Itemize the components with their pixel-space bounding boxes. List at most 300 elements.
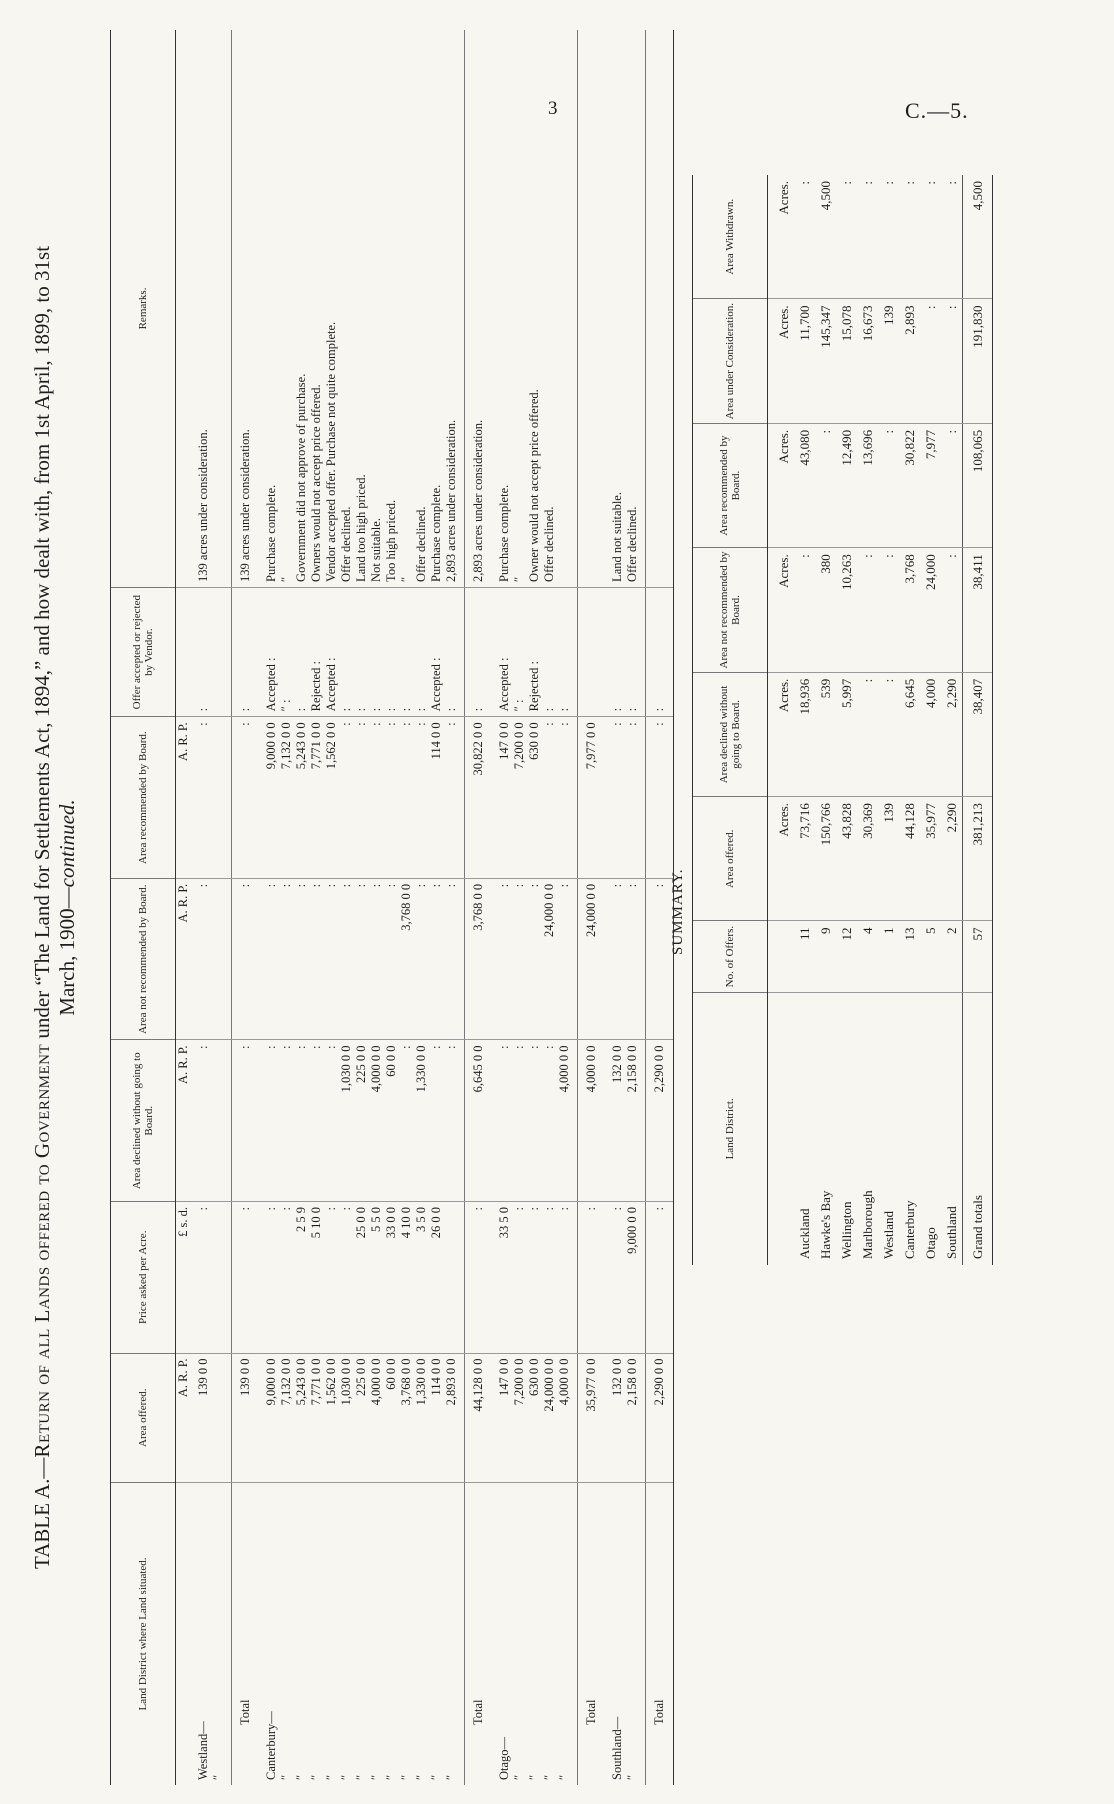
unit-arp: A. R. P. bbox=[176, 1040, 192, 1202]
total-accepted: : bbox=[232, 587, 260, 716]
area-not-recommended-line: : bbox=[414, 883, 428, 888]
area-offered bbox=[259, 1353, 465, 1482]
area-declined-line: : bbox=[429, 1045, 443, 1049]
area-declined-line: : bbox=[264, 1045, 278, 1049]
area-declined-line: 225 0 0 bbox=[354, 1045, 368, 1083]
area-recommended-line: 7,771 0 0 bbox=[309, 722, 323, 770]
summary-value: 11 bbox=[794, 921, 815, 992]
price-per-acre-line: 5 10 0 bbox=[309, 1207, 323, 1239]
total-not-recommended: 3,768 0 0 bbox=[465, 878, 493, 1040]
summary-value: 12,490 bbox=[836, 423, 857, 547]
area-recommended-line: : bbox=[610, 722, 624, 726]
ditto-mark: ″ bbox=[414, 1774, 428, 1780]
summary-value: 12 bbox=[836, 921, 857, 992]
header-not-recommended: Area not recommended by Board. bbox=[111, 878, 176, 1040]
area-recommended-line: 147 0 0 bbox=[497, 722, 511, 760]
ditto-mark: ″ bbox=[444, 1774, 458, 1780]
unit-arp: A. R. P. bbox=[176, 1353, 192, 1482]
summary-value: : bbox=[794, 175, 815, 299]
summary-district: Westland bbox=[881, 1210, 896, 1259]
area-declined-line: 1,330 0 0 bbox=[414, 1045, 428, 1093]
district-rows bbox=[191, 30, 232, 1785]
area-offered-line: 225 0 0 bbox=[354, 1358, 368, 1397]
offer-accepted bbox=[492, 587, 578, 716]
price-per-acre-line: : bbox=[610, 1207, 624, 1211]
summary-value: 35,977 bbox=[920, 797, 941, 921]
total-accepted bbox=[578, 587, 606, 716]
area-declined-line: 4,000 0 0 bbox=[369, 1045, 383, 1093]
summary-unit: Acres. bbox=[768, 672, 795, 796]
price-per-acre-line: 33 5 0 bbox=[497, 1207, 511, 1239]
area-recommended-line: : bbox=[557, 722, 571, 726]
remarks-line: Vendor accepted offer. Purchase not quite complete. bbox=[324, 321, 338, 582]
summary-district: Marlborough bbox=[860, 1190, 875, 1259]
remarks-line: Purchase complete. bbox=[429, 484, 443, 582]
summary-row bbox=[899, 175, 920, 1265]
remarks-line: Government did not approve of purchase. bbox=[294, 373, 308, 582]
area-recommended-line: : bbox=[339, 722, 353, 726]
area-offered-line: 7,771 0 0 bbox=[309, 1358, 323, 1406]
summary-district: Auckland bbox=[797, 1208, 812, 1259]
ditto-mark: ″ bbox=[369, 1774, 383, 1780]
area-not-recommended-line: : bbox=[429, 883, 443, 888]
summary-value: 6,645 bbox=[899, 672, 920, 796]
total-remarks bbox=[578, 30, 606, 587]
summary-value: : bbox=[857, 548, 878, 672]
summary-district: Otago bbox=[923, 1227, 938, 1259]
area-declined-line: 4,000 0 0 bbox=[557, 1045, 571, 1093]
ditto-mark: ″ bbox=[384, 1774, 398, 1780]
total-not-recommended: : bbox=[646, 878, 674, 1040]
offer-accepted-line: Rejected : bbox=[527, 661, 541, 712]
area-not-recommended-line: : bbox=[369, 883, 383, 888]
total-area-offered: 2,290 0 0 bbox=[646, 1353, 674, 1482]
grand-total-value: 191,830 bbox=[963, 299, 993, 423]
offer-accepted-line: ″ : bbox=[279, 699, 293, 712]
area-offered-line: 139 0 0 bbox=[196, 1358, 210, 1397]
grand-total-value: 381,213 bbox=[963, 797, 993, 921]
price-per-acre-line: 2 5 9 bbox=[294, 1207, 308, 1233]
area-recommended-line: 630 0 0 bbox=[527, 722, 541, 760]
area-offered-line: 3,768 0 0 bbox=[399, 1358, 413, 1406]
price-per-acre bbox=[492, 1202, 578, 1354]
total-not-recommended: 24,000 0 0 bbox=[578, 878, 606, 1040]
offer-accepted-line: : bbox=[196, 707, 210, 712]
offer-accepted bbox=[605, 587, 646, 716]
summary-value: : bbox=[857, 672, 878, 796]
remarks-line: Offer declined. bbox=[339, 506, 353, 582]
summary-row bbox=[836, 175, 857, 1265]
summary-value: 24,000 bbox=[920, 548, 941, 672]
area-offered-line: 132 0 0 bbox=[610, 1358, 624, 1397]
summary-value: 5 bbox=[920, 921, 941, 992]
total-price: : bbox=[465, 1202, 493, 1354]
area-recommended bbox=[259, 717, 465, 879]
ditto-mark: ″ bbox=[211, 1774, 225, 1780]
summary-unit bbox=[768, 921, 795, 992]
area-recommended bbox=[605, 717, 646, 879]
grand-total-value: 57 bbox=[963, 921, 993, 992]
area-not-recommended-line: : bbox=[625, 883, 639, 888]
total-declined: : bbox=[232, 1040, 260, 1202]
summary-district: Hawke's Bay bbox=[818, 1190, 833, 1259]
area-offered bbox=[492, 1353, 578, 1482]
price-per-acre-line: 26 0 0 bbox=[429, 1207, 443, 1239]
area-declined-line: : bbox=[542, 1045, 556, 1049]
unit-lsd: £ s. d. bbox=[176, 1202, 192, 1354]
remarks-line: 2,893 acres under consideration. bbox=[444, 419, 458, 582]
price-per-acre bbox=[259, 1202, 465, 1354]
table-title bbox=[30, 30, 80, 1785]
grand-total-value: 38,411 bbox=[963, 548, 993, 672]
rotated-page-content bbox=[30, 30, 1090, 1785]
area-declined-line: 2,158 0 0 bbox=[625, 1045, 639, 1093]
area-recommended-line: 1,562 0 0 bbox=[324, 722, 338, 770]
price-per-acre-line: 33 0 0 bbox=[384, 1207, 398, 1239]
summary-value: 30,369 bbox=[857, 797, 878, 921]
area-offered-line: 114 0 0 bbox=[429, 1358, 443, 1396]
area-offered-line: 1,030 0 0 bbox=[339, 1358, 353, 1406]
area-declined-line: : bbox=[399, 1045, 413, 1049]
offer-accepted-line: : bbox=[414, 707, 428, 712]
summary-header: Area recommended by Board. bbox=[693, 423, 768, 547]
offer-accepted-line: Rejected : bbox=[309, 661, 323, 712]
remarks-line: Land too high priced. bbox=[354, 474, 368, 582]
area-recommended-line: 114 0 0 bbox=[429, 722, 443, 760]
remarks-line: Purchase complete. bbox=[264, 484, 278, 582]
ditto-mark: ″ bbox=[429, 1774, 443, 1780]
header-recommended: Area recommended by Board. bbox=[111, 717, 176, 879]
remarks-line: Land not suitable. bbox=[610, 492, 624, 582]
area-recommended-line: : bbox=[384, 722, 398, 726]
remarks-line: Owner would not accept price offered. bbox=[527, 389, 541, 582]
summary-value: 2 bbox=[941, 921, 963, 992]
district-name: Southland— bbox=[610, 1716, 624, 1780]
summary-value: : bbox=[899, 175, 920, 299]
unit-arp: A. R. P. bbox=[176, 717, 192, 879]
district-rows bbox=[259, 30, 465, 1785]
grand-total-label: Grand totals bbox=[963, 992, 993, 1265]
summary-value: 4 bbox=[857, 921, 878, 992]
district-rows bbox=[605, 30, 646, 1785]
summary-header: Area offered. bbox=[693, 797, 768, 921]
area-offered-line: 60 0 0 bbox=[384, 1358, 398, 1390]
total-accepted: : bbox=[465, 587, 493, 716]
area-not-recommended-line: : bbox=[339, 883, 353, 888]
summary-value: : bbox=[941, 299, 963, 423]
remarks-line: Offer declined. bbox=[414, 506, 428, 582]
summary-row bbox=[794, 175, 815, 1265]
summary-value: : bbox=[857, 175, 878, 299]
summary-value: : bbox=[794, 548, 815, 672]
total-recommended: : bbox=[646, 717, 674, 879]
price-per-acre-line bbox=[444, 1207, 459, 1348]
price-per-acre-line: : bbox=[279, 1207, 293, 1211]
ditto-mark: ″ bbox=[512, 1774, 526, 1780]
area-not-recommended-line: : bbox=[497, 883, 511, 888]
district-cell bbox=[259, 1482, 465, 1785]
title-line2: March, 1900— bbox=[55, 887, 79, 1016]
area-not-recommended bbox=[605, 878, 646, 1040]
ditto-mark: ″ bbox=[557, 1774, 571, 1780]
remarks-line: ″ bbox=[279, 576, 293, 582]
unit-arp: A. R. P. bbox=[176, 878, 192, 1040]
offer-accepted-line: Accepted : bbox=[264, 657, 278, 712]
summary-value: : bbox=[920, 299, 941, 423]
area-declined-line: : bbox=[294, 1045, 308, 1049]
price-per-acre-line: 4 10 0 bbox=[399, 1207, 413, 1239]
district-name: Otago— bbox=[497, 1736, 511, 1780]
remarks-line: Not suitable. bbox=[369, 518, 383, 582]
area-offered-line: 24,000 0 0 bbox=[542, 1358, 556, 1412]
total-area-offered: 35,977 0 0 bbox=[578, 1353, 606, 1482]
page-number: 3 bbox=[548, 98, 558, 119]
district-name: Westland— bbox=[196, 1721, 210, 1780]
grand-total-value: 108,065 bbox=[963, 423, 993, 547]
header-area-offered: Area offered. bbox=[111, 1353, 176, 1482]
offer-accepted-line: Accepted : bbox=[497, 657, 511, 712]
total-accepted: : bbox=[646, 587, 674, 716]
total-declined: 6,645 0 0 bbox=[465, 1040, 493, 1202]
summary-value: : bbox=[920, 175, 941, 299]
summary-unit: Acres. bbox=[768, 423, 795, 547]
price-per-acre-line: 25 0 0 bbox=[354, 1207, 368, 1239]
district-cell bbox=[605, 1482, 646, 1785]
summary-value: 539 bbox=[815, 672, 836, 796]
summary-value: 3,768 bbox=[899, 548, 920, 672]
total-label: Total bbox=[465, 1482, 493, 1785]
summary-header: Area not recommended by Board. bbox=[693, 548, 768, 672]
remarks bbox=[605, 30, 646, 587]
price-per-acre-line: : bbox=[339, 1207, 353, 1211]
price-per-acre-line: : bbox=[196, 1207, 210, 1211]
price-per-acre bbox=[605, 1202, 646, 1354]
ditto-mark: ″ bbox=[309, 1774, 323, 1780]
area-declined-line: : bbox=[309, 1045, 323, 1049]
area-declined-line: 60 0 0 bbox=[384, 1045, 398, 1077]
summary-unit: Acres. bbox=[768, 548, 795, 672]
remarks bbox=[191, 30, 232, 587]
summary-value: 2,893 bbox=[899, 299, 920, 423]
total-declined: 2,290 0 0 bbox=[646, 1040, 674, 1202]
area-not-recommended-line: : bbox=[512, 883, 526, 888]
area-not-recommended-line: : bbox=[309, 883, 323, 888]
summary-unit: Acres. bbox=[768, 299, 795, 423]
summary-value: : bbox=[878, 672, 899, 796]
summary-value: 44,128 bbox=[899, 797, 920, 921]
area-not-recommended-line: : bbox=[384, 883, 398, 888]
price-per-acre-line: 5 5 0 bbox=[369, 1207, 383, 1233]
area-recommended-line: : bbox=[196, 722, 210, 726]
summary-header: Area declined without going to Board. bbox=[693, 672, 768, 796]
area-not-recommended-line: : bbox=[264, 883, 278, 888]
summary-header: Land District. bbox=[693, 992, 768, 1265]
ditto-mark: ″ bbox=[279, 1774, 293, 1780]
summary-value: : bbox=[878, 548, 899, 672]
header-accepted: Offer accepted or rejected by Vendor. bbox=[111, 587, 176, 716]
remarks-line: Owners would not accept price offered. bbox=[309, 384, 323, 582]
area-offered-line: 2,158 0 0 bbox=[625, 1358, 639, 1406]
grand-total-value: 4,500 bbox=[963, 175, 993, 299]
ditto-mark: ″ bbox=[527, 1774, 541, 1780]
area-not-recommended-line: : bbox=[324, 883, 338, 888]
summary-value: : bbox=[941, 175, 963, 299]
area-not-recommended-line: : bbox=[196, 883, 210, 888]
remarks-line: Offer declined. bbox=[625, 506, 639, 582]
summary-value: : bbox=[815, 423, 836, 547]
total-recommended: 30,822 0 0 bbox=[465, 717, 493, 879]
title-rest: under “The Land for Settlements Act, 1894,” and how dealt with, from 1st April, 1899, to 31st bbox=[30, 245, 54, 1044]
offer-accepted-line: : bbox=[384, 707, 398, 712]
total-row bbox=[232, 30, 260, 1785]
area-recommended-line: : bbox=[625, 722, 639, 726]
summary-value: 4,000 bbox=[920, 672, 941, 796]
area-not-recommended-line: : bbox=[279, 883, 293, 888]
offer-accepted-line: : bbox=[625, 707, 639, 712]
summary-district: Canterbury bbox=[902, 1200, 917, 1259]
area-not-recommended-line: : bbox=[610, 883, 624, 888]
area-declined-line: : bbox=[512, 1045, 526, 1049]
total-not-recommended: : bbox=[232, 878, 260, 1040]
summary-value: 2,290 bbox=[941, 797, 963, 921]
ditto-mark: ″ bbox=[625, 1774, 639, 1780]
remarks-line bbox=[557, 35, 572, 582]
summary-value: : bbox=[941, 423, 963, 547]
summary-value: 5,997 bbox=[836, 672, 857, 796]
summary-value: 145,347 bbox=[815, 299, 836, 423]
ditto-mark: ″ bbox=[399, 1774, 413, 1780]
offer-accepted-line: Accepted : bbox=[324, 657, 338, 712]
title-continued: continued. bbox=[55, 799, 79, 888]
area-declined-line: : bbox=[497, 1045, 511, 1049]
area-declined-line: : bbox=[527, 1045, 541, 1049]
area-not-recommended-line: 3,768 0 0 bbox=[399, 883, 413, 931]
lands-table bbox=[110, 30, 674, 1785]
price-per-acre bbox=[191, 1202, 232, 1354]
area-offered bbox=[191, 1353, 232, 1482]
summary-grand-total-row bbox=[963, 175, 993, 1265]
offer-accepted-line: : bbox=[399, 707, 413, 712]
area-offered-line: 147 0 0 bbox=[497, 1358, 511, 1397]
offer-accepted bbox=[191, 587, 232, 716]
summary-header: No. of Offers. bbox=[693, 921, 768, 992]
total-remarks: 139 acres under consideration. bbox=[232, 30, 260, 587]
summary-value: 13 bbox=[899, 921, 920, 992]
area-declined-line: : bbox=[444, 1045, 458, 1049]
paper-reference: C.—5. bbox=[905, 98, 969, 123]
area-offered-line: 7,132 0 0 bbox=[279, 1358, 293, 1406]
summary-value: 7,977 bbox=[920, 423, 941, 547]
area-declined-line: 1,030 0 0 bbox=[339, 1045, 353, 1093]
total-recommended: 7,977 0 0 bbox=[578, 717, 606, 879]
summary-title: SUMMARY. bbox=[670, 868, 686, 955]
area-offered-line: 5,243 0 0 bbox=[294, 1358, 308, 1406]
area-recommended-line: : bbox=[444, 722, 458, 726]
grand-total-value: 38,407 bbox=[963, 672, 993, 796]
total-price: : bbox=[578, 1202, 606, 1354]
summary-value: 43,080 bbox=[794, 423, 815, 547]
area-offered-line: 7,200 0 0 bbox=[512, 1358, 526, 1406]
area-recommended bbox=[492, 717, 578, 879]
header-remarks: Remarks. bbox=[111, 30, 176, 587]
area-declined bbox=[191, 1040, 232, 1202]
summary-value: 150,766 bbox=[815, 797, 836, 921]
summary-value: 9 bbox=[815, 921, 836, 992]
summary-value: 10,263 bbox=[836, 548, 857, 672]
area-declined-line: 132 0 0 bbox=[610, 1045, 624, 1083]
summary-unit bbox=[768, 992, 795, 1265]
area-offered bbox=[605, 1353, 646, 1482]
total-remarks: 2,893 acres under consideration. bbox=[465, 30, 493, 587]
summary-row bbox=[815, 175, 836, 1265]
total-area-offered: 139 0 0 bbox=[232, 1353, 260, 1482]
area-offered-line: 9,000 0 0 bbox=[264, 1358, 278, 1406]
offer-accepted-line: ″ : bbox=[512, 699, 526, 712]
area-not-recommended-line: : bbox=[527, 883, 541, 888]
ditto-mark: ″ bbox=[354, 1774, 368, 1780]
district-name: Canterbury— bbox=[264, 1711, 278, 1780]
summary-value: 30,822 bbox=[899, 423, 920, 547]
summary-value: 4,500 bbox=[815, 175, 836, 299]
offer-accepted-line: : bbox=[369, 707, 383, 712]
total-label: Total bbox=[232, 1482, 260, 1785]
area-declined-line: : bbox=[196, 1045, 210, 1049]
area-declined-line: : bbox=[324, 1045, 338, 1049]
area-declined bbox=[605, 1040, 646, 1202]
remarks-line: ″ bbox=[399, 576, 413, 582]
total-recommended: : bbox=[232, 717, 260, 879]
summary-value: 15,078 bbox=[836, 299, 857, 423]
area-not-recommended-line: : bbox=[294, 883, 308, 888]
ditto-mark: ″ bbox=[542, 1774, 556, 1780]
offer-accepted-line: : bbox=[444, 707, 458, 712]
offer-accepted bbox=[259, 587, 465, 716]
area-not-recommended bbox=[492, 878, 578, 1040]
price-per-acre-line: 9,000 0 0 bbox=[625, 1207, 639, 1254]
summary-value: 73,716 bbox=[794, 797, 815, 921]
offer-accepted-line: : bbox=[354, 707, 368, 712]
offer-accepted-line: : bbox=[294, 707, 308, 712]
summary-value: 18,936 bbox=[794, 672, 815, 796]
area-not-recommended-line: 24,000 0 0 bbox=[542, 883, 556, 938]
offer-accepted-line: Accepted : bbox=[429, 657, 443, 712]
summary-district: Wellington bbox=[839, 1201, 854, 1259]
header-declined: Area declined without going to Board. bbox=[111, 1040, 176, 1202]
district-rows bbox=[492, 30, 578, 1785]
price-per-acre-line: : bbox=[527, 1207, 541, 1211]
area-offered-line: 4,000 0 0 bbox=[369, 1358, 383, 1406]
price-per-acre-line: : bbox=[264, 1207, 278, 1211]
total-price: : bbox=[646, 1202, 674, 1354]
total-price: : bbox=[232, 1202, 260, 1354]
total-remarks bbox=[646, 30, 674, 587]
total-declined: 4,000 0 0 bbox=[578, 1040, 606, 1202]
title-caps: Return of all Lands offered to Government bbox=[30, 1043, 54, 1458]
offer-accepted-line: : bbox=[557, 707, 571, 712]
price-per-acre-line: 3 5 0 bbox=[414, 1207, 428, 1233]
lands-table-body bbox=[176, 30, 674, 1785]
remarks-line: 139 acres under consideration. bbox=[196, 429, 210, 582]
total-area-offered: 44,128 0 0 bbox=[465, 1353, 493, 1482]
header-district: Land District where Land situated. bbox=[111, 1482, 176, 1785]
area-offered-line: 630 0 0 bbox=[527, 1358, 541, 1397]
remarks-line: Offer declined. bbox=[542, 506, 556, 582]
area-recommended-line: 5,243 0 0 bbox=[294, 722, 308, 770]
area-not-recommended-line: : bbox=[444, 883, 458, 888]
title-prefix: TABLE A.— bbox=[30, 1457, 54, 1570]
summary-table bbox=[692, 175, 993, 1265]
offer-accepted-line: : bbox=[542, 707, 556, 712]
